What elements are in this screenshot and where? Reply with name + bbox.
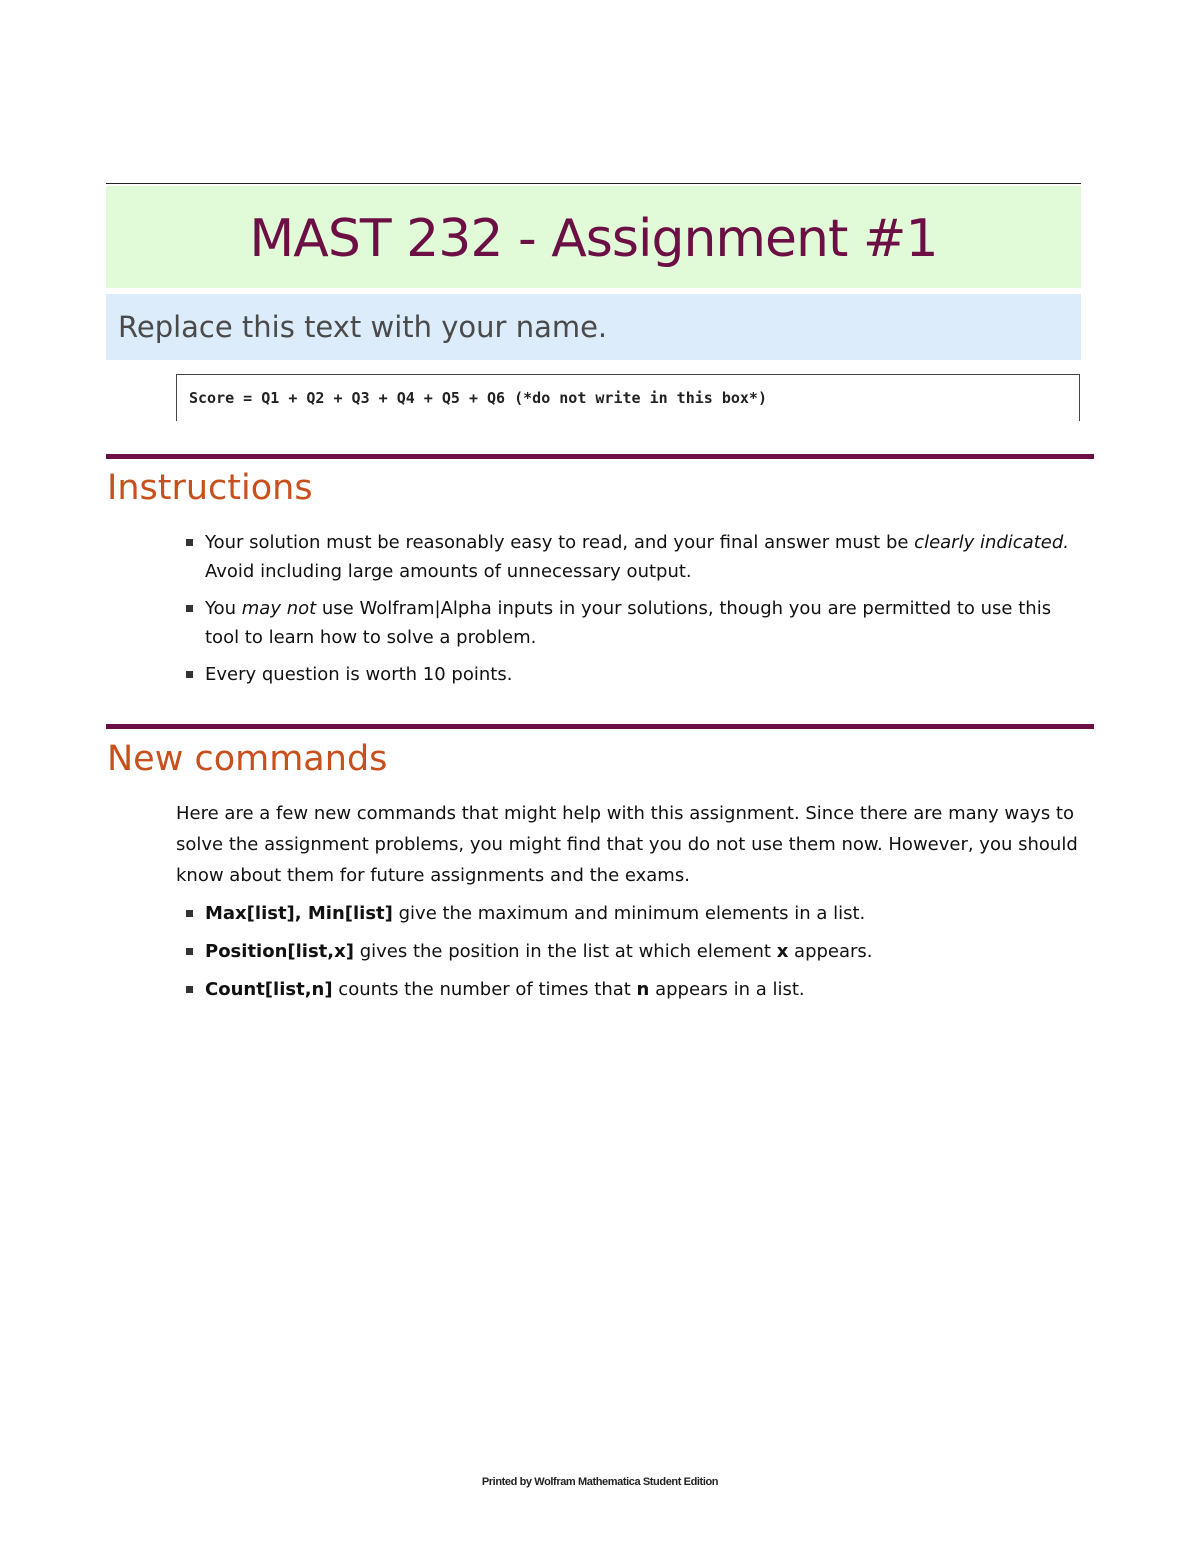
title-top-rule — [106, 183, 1081, 184]
command-argument: n — [636, 979, 650, 1000]
score-box — [176, 374, 1080, 421]
instruction-emphasis: may not — [241, 598, 317, 619]
instructions-heading: Instructions — [107, 468, 313, 508]
document-title: MAST 232 - Assignment #1 — [249, 209, 938, 269]
instruction-item — [186, 594, 1086, 652]
instruction-item — [186, 660, 1086, 689]
command-description: give the maximum and minimum elements in a list. — [392, 903, 866, 924]
instruction-text: Avoid including large amounts of unnecessary output. — [205, 561, 692, 582]
command-item — [186, 899, 1086, 928]
command-argument: x — [776, 941, 789, 962]
bullet-square-icon — [186, 910, 193, 917]
bullet-square-icon — [186, 948, 193, 955]
instruction-text: Your solution must be reasonably easy to read, and your final answer must be — [205, 532, 915, 553]
command-description: appears. — [788, 941, 873, 962]
command-item — [186, 937, 1086, 966]
command-name: Position[list,x] — [205, 941, 354, 962]
new-commands-heading: New commands — [107, 739, 388, 779]
new-commands-intro: Here are a few new commands that might help with this assignment. Since there are many ways to solve the assignment problems, you might find that you do not use them now. However, you should know about them for future assignments and the exams. — [176, 803, 1078, 886]
instruction-item — [186, 528, 1086, 586]
command-name: Count[list,n] — [205, 979, 333, 1000]
commands-list — [186, 899, 1086, 1004]
command-name: Max[list], Min[list] — [205, 903, 393, 924]
bullet-square-icon — [186, 605, 193, 612]
instruction-text: Every question is worth 10 points. — [205, 664, 513, 685]
command-description: counts the number of times that — [332, 979, 637, 1000]
bullet-square-icon — [186, 539, 193, 546]
title-cell[interactable] — [106, 186, 1081, 288]
score-formula: Score = Q1 + Q2 + Q3 + Q4 + Q5 + Q6 (*do not write in this box*) — [189, 389, 767, 407]
instruction-text: You — [205, 598, 242, 619]
print-footer: Printed by Wolfram Mathematica Student Edition — [481, 1476, 719, 1488]
command-description: gives the position in the list at which element — [353, 941, 777, 962]
instructions-list — [186, 528, 1086, 689]
new-commands-divider — [106, 724, 1094, 729]
instruction-text: use Wolfram|Alpha inputs in your solutions, though you are permitted to use this tool to learn how to solve a problem. — [205, 598, 1052, 648]
bullet-square-icon — [186, 986, 193, 993]
instructions-divider — [106, 454, 1094, 459]
instruction-emphasis: clearly indicated. — [914, 532, 1069, 553]
command-item — [186, 975, 1086, 1004]
bullet-square-icon — [186, 671, 193, 678]
name-cell[interactable] — [106, 294, 1081, 360]
command-description: appears in a list. — [649, 979, 805, 1000]
name-placeholder: Replace this text with your name. — [118, 310, 608, 344]
